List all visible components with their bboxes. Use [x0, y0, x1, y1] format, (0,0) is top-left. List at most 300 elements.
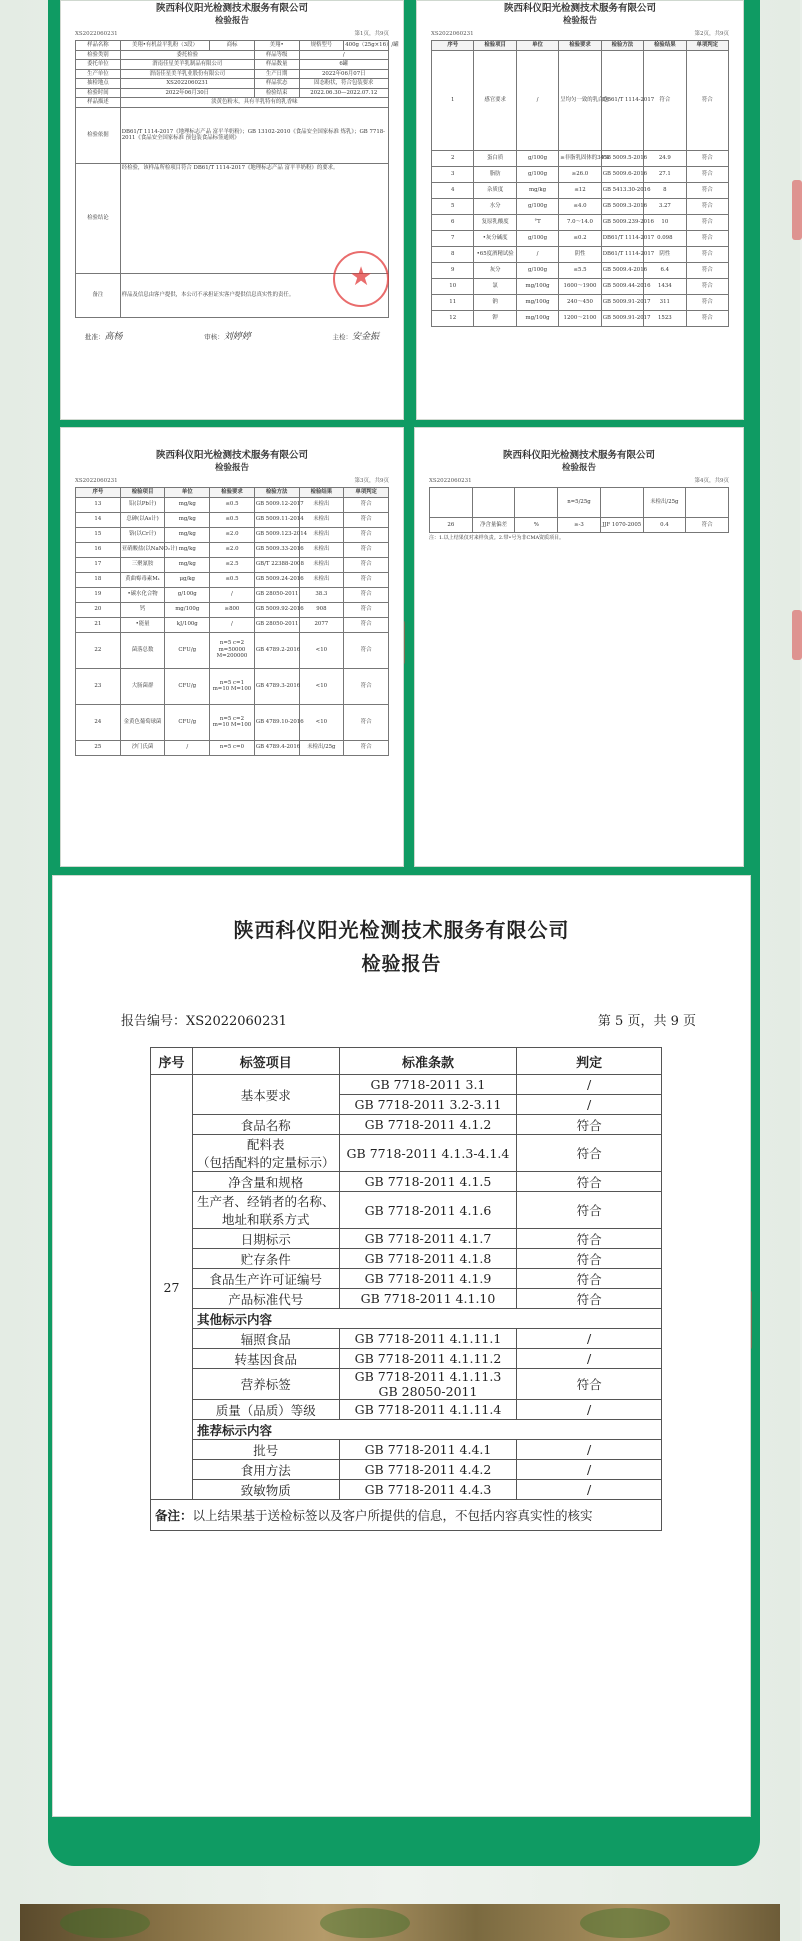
- signature-approve: [85, 332, 123, 343]
- cell: 400g（25g×16）/罐: [345, 42, 399, 49]
- signature-review: [204, 332, 251, 343]
- table-cell: 沙门氏菌: [120, 740, 165, 755]
- column-header: 判定: [517, 1048, 662, 1075]
- table-cell: [515, 488, 558, 518]
- judgement: /: [517, 1400, 662, 1420]
- table-cell: •能量: [120, 617, 165, 632]
- column-header: 标签项目: [192, 1048, 339, 1075]
- column-header: 检验要求: [559, 41, 601, 50]
- table-row: [76, 602, 389, 617]
- table-cell: g/100g: [165, 587, 210, 602]
- table-cell: 未检出: [299, 572, 344, 587]
- label-item: 基本要求: [192, 1075, 339, 1115]
- label-item: 辐照食品: [192, 1329, 339, 1349]
- label-item: 贮存条件: [192, 1249, 339, 1269]
- cell: 美翔•: [254, 41, 299, 50]
- table-cell: 未检出/25g: [643, 488, 686, 518]
- table-cell: 3.27: [644, 198, 686, 214]
- section-title: 推荐标示内容: [192, 1420, 661, 1440]
- table-cell: 240～450: [559, 294, 601, 310]
- table-row: [432, 214, 729, 230]
- signature-inspect: [332, 332, 379, 343]
- standard-clause: GB 7718-2011 4.4.3: [339, 1480, 517, 1500]
- cell: 样品等级: [254, 50, 299, 59]
- table-row: [151, 1460, 662, 1480]
- remark-label: 备注: [76, 273, 121, 317]
- table-cell: 符合: [686, 230, 728, 246]
- table-cell: <10: [299, 668, 344, 704]
- table-cell: mg/100g: [516, 278, 558, 294]
- page-number: 第 5 页，共 9 页: [597, 1014, 696, 1029]
- table-row: [151, 1440, 662, 1460]
- table-cell: GB 28050-2011: [254, 617, 299, 632]
- table-cell: 未检出: [299, 557, 344, 572]
- table-cell: 8: [644, 182, 686, 198]
- judgement: 符合: [517, 1369, 662, 1400]
- table-cell: 9: [432, 262, 474, 278]
- table-row: [76, 632, 389, 668]
- column-header: 单位: [516, 41, 558, 50]
- table-cell: ≥26.0: [559, 166, 601, 182]
- cell: 样品状态: [254, 79, 299, 88]
- report-title: 检验报告: [562, 16, 597, 27]
- table-cell: 符合: [686, 150, 728, 166]
- footnote: 注：1.以上结果仅对来样负责。2.带•号为非CMA资质项目。: [429, 535, 565, 542]
- table-cell: %: [515, 518, 558, 533]
- table-cell: [430, 488, 473, 518]
- standard-clause: GB 7718-2011 4.4.1: [339, 1440, 517, 1460]
- table-cell: 19: [76, 587, 121, 602]
- table-row: [76, 512, 389, 527]
- table-row: [151, 1349, 662, 1369]
- cell: 渭南佳星美羊乳业股份有限公司: [120, 69, 254, 78]
- report-page-2: [416, 0, 744, 420]
- report-number: XS2022060231: [431, 30, 474, 37]
- cell: XS2022060231: [120, 79, 254, 88]
- table-row: [76, 704, 389, 740]
- table-cell: ≤0.5: [210, 497, 255, 512]
- table-cell: kJ/100g: [165, 617, 210, 632]
- table-row: [151, 1172, 662, 1192]
- table-cell: μg/kg: [165, 572, 210, 587]
- column-header: 检验项目: [120, 488, 165, 497]
- judgement: 符合: [517, 1135, 662, 1172]
- note-cell: [151, 1500, 662, 1531]
- table-cell: 符合: [344, 602, 389, 617]
- table-cell: 感官要求: [474, 50, 516, 150]
- judgement: /: [517, 1480, 662, 1500]
- table-cell: 27.1: [644, 166, 686, 182]
- cell: 抽检地点: [76, 79, 121, 88]
- table-cell: 符合: [344, 542, 389, 557]
- company-name: 陕西科仪阳光检测技术服务有限公司: [503, 3, 656, 14]
- table-row: [151, 1289, 662, 1309]
- table-cell: 8: [432, 246, 474, 262]
- report-number: [121, 1010, 287, 1029]
- table-cell: 水分: [474, 198, 516, 214]
- note-label: 备注：: [155, 1508, 193, 1523]
- table-cell: 14: [76, 512, 121, 527]
- table-cell: 未检出: [299, 527, 344, 542]
- table-cell: GB 5009.12-2017: [254, 497, 299, 512]
- table-cell: mg/kg: [516, 182, 558, 198]
- table-cell: 符合: [686, 166, 728, 182]
- table-cell: 符合: [344, 572, 389, 587]
- table-cell: 2: [432, 150, 474, 166]
- judgement: /: [517, 1440, 662, 1460]
- label-item: 食品生产许可证编号: [192, 1269, 339, 1289]
- table-cell: 符合: [344, 587, 389, 602]
- column-header: 序号: [76, 488, 121, 497]
- table-cell: 7.0～14.0: [559, 214, 601, 230]
- table-cell: g/100g: [516, 166, 558, 182]
- table-cell: GB 5413.30-2016: [601, 182, 643, 198]
- table-cell: 氯: [474, 278, 516, 294]
- table-row: [76, 587, 389, 602]
- table-row: [151, 1229, 662, 1249]
- table-cell: ≤5.5: [559, 262, 601, 278]
- report-page-4: [414, 427, 744, 867]
- table-cell: DB61/T 1114-2017: [601, 230, 643, 246]
- standard-clause: GB 7718-2011 4.1.3-4.1.4: [339, 1135, 517, 1172]
- standard-clause: GB 7718-2011 4.1.7: [339, 1229, 517, 1249]
- table-cell: 符合: [686, 278, 728, 294]
- table-cell: 符合: [686, 294, 728, 310]
- table-cell: 7: [432, 230, 474, 246]
- table-cell: mg/100g: [516, 310, 558, 326]
- cell: /: [299, 50, 388, 59]
- table-cell: ≤4.0: [559, 198, 601, 214]
- judgement: /: [517, 1329, 662, 1349]
- table-cell: 钾: [474, 310, 516, 326]
- table-cell: GB 5009.24-2016: [254, 572, 299, 587]
- sig-name: 刘婷婷: [223, 331, 251, 342]
- page-number: 第3页，共9页: [354, 477, 389, 484]
- column-header: 单项判定: [686, 41, 728, 50]
- table-row: [151, 1400, 662, 1420]
- table-cell: 6: [432, 214, 474, 230]
- table-row: [76, 527, 389, 542]
- table-cell: 符合: [344, 527, 389, 542]
- column-header: 序号: [432, 41, 474, 50]
- table-cell: 黄曲霉毒素M₁: [120, 572, 165, 587]
- standard-clause: GB 7718-2011 4.1.10: [339, 1289, 517, 1309]
- cell: 淡黄色粉末，具有羊乳特有的乳香味: [120, 98, 388, 107]
- label-item: 食用方法: [192, 1460, 339, 1480]
- table-cell: 亚硝酸盐(以NaNO₂计): [120, 542, 165, 557]
- report-title: 检验报告: [214, 16, 249, 27]
- standard-clause: GB 7718-2011 4.1.2: [339, 1115, 517, 1135]
- cell: 商标: [210, 41, 255, 50]
- table-cell: CFU/g: [165, 668, 210, 704]
- table-cell: 符合: [344, 617, 389, 632]
- label-item: 食品名称: [192, 1115, 339, 1135]
- table-cell: 符合: [686, 214, 728, 230]
- table-cell: CFU/g: [165, 704, 210, 740]
- page-number: 第2页，共9页: [694, 30, 729, 37]
- cell: 2022年06月07日: [299, 69, 388, 78]
- sig-label: 审核：: [204, 332, 224, 341]
- table-cell: GB 5009.33-2016: [254, 542, 299, 557]
- table-row: [76, 497, 389, 512]
- table-row: [432, 230, 729, 246]
- label-item: 配料表 （包括配料的定量标示）: [192, 1135, 339, 1172]
- table-cell: 1: [432, 50, 474, 150]
- table-cell: 24: [76, 704, 121, 740]
- table-cell: 1600～1900: [559, 278, 601, 294]
- column-header: 标准条款: [339, 1048, 517, 1075]
- standard-clause: GB 7718-2011 4.1.8: [339, 1249, 517, 1269]
- label-item: 致敏物质: [192, 1480, 339, 1500]
- table-cell: 未检出: [299, 512, 344, 527]
- cell: 样品数量: [254, 60, 299, 69]
- table-cell: mg/kg: [165, 542, 210, 557]
- cell: 检验类别: [76, 50, 121, 59]
- cell: 委托单位: [76, 60, 121, 69]
- cell: 样品名称: [76, 41, 121, 50]
- table-cell: 908: [299, 602, 344, 617]
- table-row: [432, 246, 729, 262]
- table-cell: /: [165, 740, 210, 755]
- table-row: [76, 740, 389, 755]
- label-item: 转基因食品: [192, 1349, 339, 1369]
- page-number: 第1页，共9页: [354, 30, 389, 37]
- standard-clause: GB 7718-2011 4.1.11.2: [339, 1349, 517, 1369]
- table-cell: GB 5009.92-2016: [254, 602, 299, 617]
- standard-clause: GB 7718-2011 4.1.9: [339, 1269, 517, 1289]
- table-row: [432, 294, 729, 310]
- table-cell: 符合: [344, 557, 389, 572]
- table-cell: 15: [76, 527, 121, 542]
- cell: 2022年06月30日: [120, 88, 254, 97]
- table-cell: 24.9: [644, 150, 686, 166]
- table-cell: 蛋白质: [474, 150, 516, 166]
- table-cell: 12: [432, 310, 474, 326]
- side-stamp-mark: [792, 180, 802, 240]
- note-row: [151, 1500, 662, 1531]
- table-cell: 25: [76, 740, 121, 755]
- judgement: 符合: [517, 1115, 662, 1135]
- table-cell: ≤2.5: [210, 557, 255, 572]
- table-cell: [600, 488, 643, 518]
- judgement: /: [517, 1075, 662, 1095]
- report-number-label: 报告编号：: [121, 1014, 187, 1029]
- table-cell: GB 5009.5-2016: [601, 150, 643, 166]
- standard-clause: GB 7718-2011 4.1.11.3 GB 28050-2011: [339, 1369, 517, 1400]
- table-cell: 17: [76, 557, 121, 572]
- table-cell: 符合: [686, 310, 728, 326]
- test-results-table: [429, 487, 729, 533]
- table-cell: 未检出: [299, 542, 344, 557]
- sig-name: 高杨: [104, 331, 123, 342]
- report-number: XS2022060231: [75, 477, 118, 484]
- table-cell: 总砷(以As计): [120, 512, 165, 527]
- table-cell: 20: [76, 602, 121, 617]
- cell: 规格型号: [299, 41, 344, 50]
- table-cell: n=5 c=0: [210, 740, 255, 755]
- standard-clause: GB 7718-2011 4.4.2: [339, 1460, 517, 1480]
- company-name: 陕西科仪阳光检测技术服务有限公司: [155, 450, 308, 461]
- table-cell: ≥非脂乳固体的34%: [559, 150, 601, 166]
- report-page-1: [60, 0, 404, 420]
- section-row: [151, 1309, 662, 1329]
- table-cell: GB 5009.3-2016: [601, 198, 643, 214]
- table-cell: GB 4789.3-2016: [254, 668, 299, 704]
- table-cell: 未检出: [299, 497, 344, 512]
- column-header: 检验结果: [644, 41, 686, 50]
- table-row: [76, 668, 389, 704]
- table-cell: n=5 c=2 m=50000 M=200000: [210, 632, 255, 668]
- test-results-table: [75, 487, 389, 755]
- standard-clause: GB 7718-2011 3.2-3.11: [339, 1095, 517, 1115]
- standard-clause: GB 7718-2011 4.1.5: [339, 1172, 517, 1192]
- label-item: 生产者、经销者的名称、 地址和联系方式: [192, 1192, 339, 1229]
- cell: 样品描述: [76, 98, 121, 107]
- table-cell: 311: [644, 294, 686, 310]
- table-cell: 38.3: [299, 587, 344, 602]
- table-row: [76, 542, 389, 557]
- table-cell: °T: [516, 214, 558, 230]
- basis-label: 检验依据: [76, 107, 121, 163]
- table-cell: 脂肪: [474, 166, 516, 182]
- cell: 生产单位: [76, 69, 121, 78]
- leaf-shape: [60, 1908, 150, 1938]
- side-stamp-mark: [792, 610, 802, 660]
- label-item: 营养标签: [192, 1369, 339, 1400]
- table-cell: 符合: [344, 704, 389, 740]
- table-cell: 21: [76, 617, 121, 632]
- table-cell: 符合: [344, 668, 389, 704]
- header-row: [432, 41, 729, 50]
- standard-clause: GB 7718-2011 4.1.11.4: [339, 1400, 517, 1420]
- table-cell: 1200～2100: [559, 310, 601, 326]
- table-cell: mg/kg: [165, 527, 210, 542]
- table-cell: 符合: [686, 518, 729, 533]
- table-cell: DB61/T 1114-2017: [601, 246, 643, 262]
- table-cell: •65度酒精试验: [474, 246, 516, 262]
- table-cell: GB 4789.2-2016: [254, 632, 299, 668]
- table-cell: 2077: [299, 617, 344, 632]
- sig-label: 主检：: [332, 332, 352, 341]
- judgement: /: [517, 1460, 662, 1480]
- table-cell: 23: [76, 668, 121, 704]
- table-cell: ≥-3: [558, 518, 601, 533]
- table-row: [432, 166, 729, 182]
- table-cell: 22: [76, 632, 121, 668]
- product-photo-strip: [20, 1904, 780, 1941]
- report-title: 检验报告: [361, 953, 442, 975]
- table-cell: 未检出/25g: [299, 740, 344, 755]
- table-cell: ≤0.5: [210, 572, 255, 587]
- cell: 6罐: [299, 60, 388, 69]
- judgement: 符合: [517, 1289, 662, 1309]
- cell: 美翔•有机益平乳粉（3段）: [120, 41, 209, 50]
- table-cell: ≥800: [210, 602, 255, 617]
- column-header: 检验项目: [474, 41, 516, 50]
- table-cell: 符合: [686, 198, 728, 214]
- table-cell: 18: [76, 572, 121, 587]
- table-cell: 13: [76, 497, 121, 512]
- table-cell: GB 5009.239-2016: [601, 214, 643, 230]
- table-cell: 4: [432, 182, 474, 198]
- table-cell: 净含量偏差: [472, 518, 515, 533]
- standard-clause: GB 7718-2011 4.1.6: [339, 1192, 517, 1229]
- table-cell: [472, 488, 515, 518]
- report-number: XS2022060231: [429, 477, 472, 484]
- table-cell: mg/100g: [516, 294, 558, 310]
- table-cell: 6.4: [644, 262, 686, 278]
- sig-name: 安金振: [351, 331, 379, 342]
- remark-text: 样品及信息由客户提供，本公司不承担证实客户提供信息真实性的责任。: [120, 273, 388, 317]
- column-header: 序号: [151, 1048, 193, 1075]
- table-cell: mg/100g: [165, 602, 210, 617]
- table-cell: 符合: [344, 512, 389, 527]
- table-cell: GB 5009.11-2014: [254, 512, 299, 527]
- table-cell: GB 5009.4-2016: [601, 262, 643, 278]
- column-header: 检验方法: [254, 488, 299, 497]
- table-cell: 0.098: [644, 230, 686, 246]
- table-cell: 钙: [120, 602, 165, 617]
- cell: 检验时间: [76, 88, 121, 97]
- column-header: 检验结果: [299, 488, 344, 497]
- table-cell: /: [516, 50, 558, 150]
- table-cell: 符合: [686, 262, 728, 278]
- table-row: [432, 278, 729, 294]
- cell: 固态粉状，符合包装要求: [299, 79, 388, 88]
- table-cell: CFU/g: [165, 632, 210, 668]
- table-cell: [686, 488, 729, 518]
- table-row: [76, 572, 389, 587]
- table-row: [432, 262, 729, 278]
- table-cell: 符合: [344, 497, 389, 512]
- cell: 检验结束: [254, 88, 299, 97]
- table-cell: /: [210, 587, 255, 602]
- label-item: 净含量和规格: [192, 1172, 339, 1192]
- table-cell: 菌落总数: [120, 632, 165, 668]
- serial-number: 27: [151, 1075, 193, 1500]
- table-row: [76, 557, 389, 572]
- basis-text: DB61/T 1114-2017《地理标志产品 富平羊奶粉》；GB 13102-2010《食品安全国家标准 炼乳》；GB 7718-2011《食品安全国家标准 预包装食品标签通则》: [120, 107, 388, 163]
- report-title: 检验报告: [214, 463, 249, 474]
- label-item: 质量（品质）等级: [192, 1400, 339, 1420]
- table-cell: 大肠菌群: [120, 668, 165, 704]
- conclusion-label: 检验结论: [76, 163, 121, 273]
- table-cell: g/100g: [516, 150, 558, 166]
- table-cell: GB 28050-2011: [254, 587, 299, 602]
- header-row: [76, 488, 389, 497]
- table-cell: 1523: [644, 310, 686, 326]
- table-cell: n=5 c=1 m=10 M=100: [210, 668, 255, 704]
- label-item: 日期标示: [192, 1229, 339, 1249]
- report-number-value: XS2022060231: [186, 1014, 287, 1029]
- table-cell: GB 5009.91-2017: [601, 294, 643, 310]
- cell: 生产日期: [254, 69, 299, 78]
- cell: 渭南佳星美羊乳制品有限公司: [120, 60, 254, 69]
- standard-clause: GB 7718-2011 4.1.11.1: [339, 1329, 517, 1349]
- label-item: 批号: [192, 1440, 339, 1460]
- table-cell: g/100g: [516, 262, 558, 278]
- table-cell: 5: [432, 198, 474, 214]
- table-cell: •碳水化合物: [120, 587, 165, 602]
- company-name: 陕西科仪阳光检测技术服务有限公司: [233, 918, 570, 942]
- table-row: [432, 50, 729, 150]
- table-cell: 灰分: [474, 262, 516, 278]
- header-row: [151, 1048, 662, 1075]
- report-title: 检验报告: [561, 463, 596, 474]
- table-cell: GB 5009.123-2014: [254, 527, 299, 542]
- table-cell: 金黄色葡萄球菌: [120, 704, 165, 740]
- judgement: 符合: [517, 1192, 662, 1229]
